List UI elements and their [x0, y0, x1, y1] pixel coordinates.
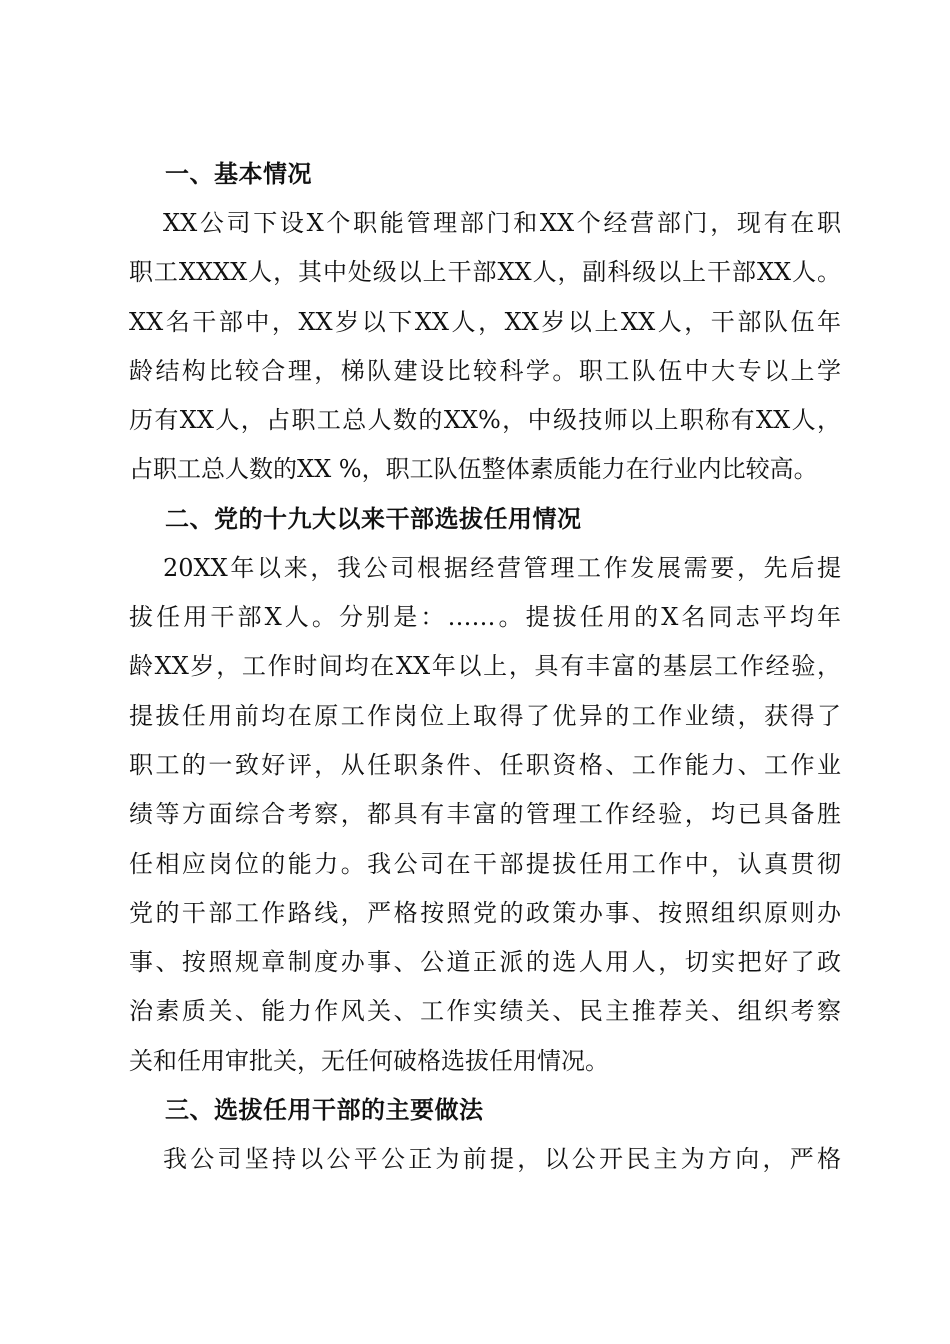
section-paragraph-main-practices — [129, 1135, 841, 1184]
paragraph-line: 事、按照规章制度办事、公道正派的选人用人，切实把好了政 — [129, 948, 841, 977]
section-heading-main-practices: 三、选拔任用干部的主要做法 — [165, 1096, 484, 1125]
paragraph-line: 拔任用干部X人。分别是：……。提拔任用的X名同志平均年 — [129, 603, 841, 632]
paragraph-line: XX名干部中，XX岁以下XX人，XX岁以上XX人，干部队伍年 — [129, 307, 841, 336]
paragraph-line: 我公司坚持以公平公正为前提，以公开民主为方向，严格 — [163, 1145, 841, 1174]
paragraph-line: 任相应岗位的能力。我公司在干部提拔任用工作中，认真贯彻 — [129, 849, 841, 878]
paragraph-line: 提拔任用前均在原工作岗位上取得了优异的工作业绩，获得了 — [129, 701, 841, 730]
paragraph-line: 职工的一致好评，从任职条件、任职资格、工作能力、工作业 — [129, 750, 841, 779]
paragraph-line: 治素质关、能力作风关、工作实绩关、民主推荐关、组织考察 — [129, 997, 841, 1026]
paragraph-line: 20XX年以来，我公司根据经营管理工作发展需要，先后提 — [163, 553, 841, 582]
section-paragraph-basic-info — [129, 199, 841, 495]
document-body — [129, 150, 841, 1184]
section-heading-selection-since-19th-congress: 二、党的十九大以来干部选拔任用情况 — [165, 504, 582, 533]
paragraph-line: 绩等方面综合考察，都具有丰富的管理工作经验，均已具备胜 — [129, 800, 841, 829]
paragraph-line: 历有XX人，占职工总人数的XX%，中级技师以上职称有XX人， — [129, 406, 841, 435]
paragraph-line: 占职工总人数的XX %，职工队伍整体素质能力在行业内比较高。 — [129, 455, 818, 484]
paragraph-line: 龄结构比较合理，梯队建设比较科学。职工队伍中大专以上学 — [129, 356, 841, 385]
paragraph-line: 党的干部工作路线，严格按照党的政策办事、按照组织原则办 — [129, 898, 841, 927]
paragraph-line: 职工XXXX人，其中处级以上干部XX人，副科级以上干部XX人。 — [129, 258, 841, 287]
paragraph-line: 龄XX岁，工作时间均在XX年以上，具有丰富的基层工作经验， — [129, 652, 841, 681]
section-heading-basic-info: 一、基本情况 — [165, 160, 312, 188]
paragraph-line: 关和任用审批关，无任何破格选拔任用情况。 — [129, 1046, 609, 1075]
section-paragraph-selection-since-19th-congress — [129, 544, 841, 1086]
paragraph-line: XX公司下设X个职能管理部门和XX个经营部门，现有在职 — [163, 209, 841, 237]
